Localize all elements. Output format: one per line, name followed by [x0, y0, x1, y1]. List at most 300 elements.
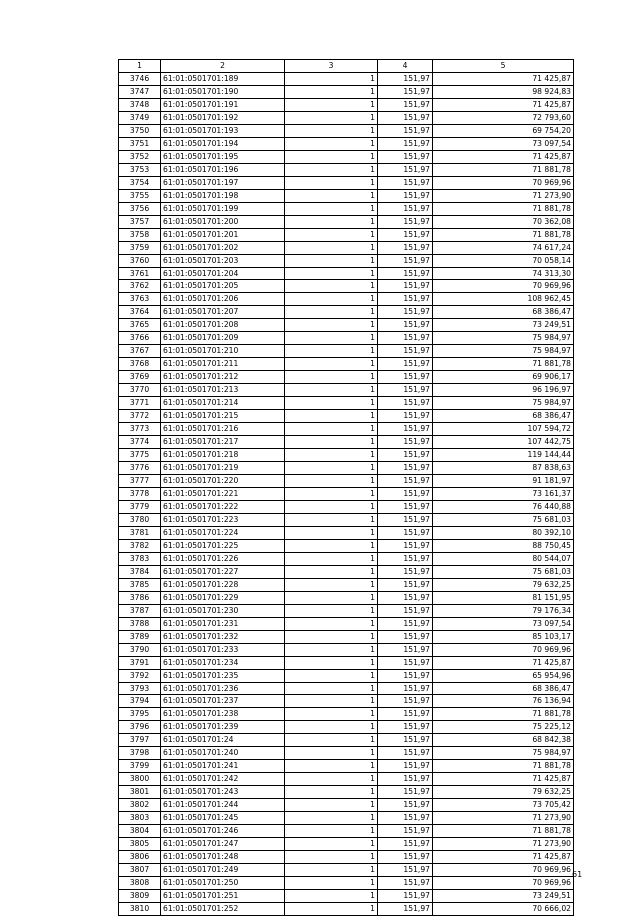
- table-cell-col2: 61:01:0501701:218: [161, 449, 285, 462]
- table-cell-col5: 71 881,78: [433, 825, 574, 838]
- table-cell-col3: 1: [285, 864, 378, 877]
- table-cell-col2: 61:01:0501701:211: [161, 358, 285, 371]
- table-cell-col2: 61:01:0501701:207: [161, 306, 285, 319]
- table-row: [119, 695, 574, 708]
- table-cell-col3: 1: [285, 85, 378, 98]
- table-cell-col4: 151,97: [378, 176, 433, 189]
- table-cell-col4: 151,97: [378, 500, 433, 513]
- table-cell-col2: 61:01:0501701:219: [161, 462, 285, 475]
- table-cell-col5: 76 440,88: [433, 500, 574, 513]
- table-row: [119, 500, 574, 513]
- table-cell-col2: 61:01:0501701:195: [161, 150, 285, 163]
- table-cell-col4: 151,97: [378, 397, 433, 410]
- table-cell-col2: 61:01:0501701:229: [161, 591, 285, 604]
- table-cell-col2: 61:01:0501701:193: [161, 124, 285, 137]
- table-cell-col5: 88 750,45: [433, 539, 574, 552]
- table-cell-col1: 3769: [119, 371, 161, 384]
- table-cell-col2: 61:01:0501701:238: [161, 708, 285, 721]
- table-cell-col4: 151,97: [378, 539, 433, 552]
- table-cell-col2: 61:01:0501701:220: [161, 475, 285, 488]
- table-cell-col4: 151,97: [378, 150, 433, 163]
- table-cell-col1: 3808: [119, 877, 161, 890]
- table-cell-col5: 71 273,90: [433, 189, 574, 202]
- table-cell-col1: 3771: [119, 397, 161, 410]
- table-cell-col2: 61:01:0501701:251: [161, 890, 285, 903]
- table-cell-col1: 3765: [119, 319, 161, 332]
- table-cell-col4: 151,97: [378, 604, 433, 617]
- table-cell-col2: 61:01:0501701:206: [161, 293, 285, 306]
- table-row: [119, 98, 574, 111]
- table-cell-col4: 151,97: [378, 319, 433, 332]
- table-row: [119, 189, 574, 202]
- table-cell-col3: 1: [285, 708, 378, 721]
- table-cell-col1: 3774: [119, 436, 161, 449]
- table-cell-col2: 61:01:0501701:250: [161, 877, 285, 890]
- table-cell-col4: 151,97: [378, 630, 433, 643]
- table-cell-col4: 151,97: [378, 864, 433, 877]
- table-cell-col3: 1: [285, 682, 378, 695]
- table-cell-col4: 151,97: [378, 228, 433, 241]
- table-cell-col2: 61:01:0501701:197: [161, 176, 285, 189]
- table-cell-col1: 3761: [119, 267, 161, 280]
- table-cell-col1: 3773: [119, 423, 161, 436]
- table-cell-col3: 1: [285, 643, 378, 656]
- table-cell-col2: 61:01:0501701:245: [161, 812, 285, 825]
- table-cell-col5: 68 386,47: [433, 306, 574, 319]
- table-cell-col1: 3800: [119, 773, 161, 786]
- table-cell-col4: 151,97: [378, 267, 433, 280]
- table-cell-col1: 3793: [119, 682, 161, 695]
- table-cell-col1: 3759: [119, 241, 161, 254]
- table-cell-col3: 1: [285, 902, 378, 915]
- table-cell-col2: 61:01:0501701:202: [161, 241, 285, 254]
- table-row: [119, 163, 574, 176]
- table-row: [119, 721, 574, 734]
- table-cell-col5: 81 151,95: [433, 591, 574, 604]
- table-cell-col3: 1: [285, 838, 378, 851]
- table-cell-col4: 151,97: [378, 773, 433, 786]
- table-cell-col1: 3775: [119, 449, 161, 462]
- table-cell-col4: 151,97: [378, 293, 433, 306]
- table-cell-col4: 151,97: [378, 851, 433, 864]
- table-cell-col1: 3770: [119, 384, 161, 397]
- table-row: [119, 890, 574, 903]
- table-row: [119, 332, 574, 345]
- table-cell-col3: 1: [285, 319, 378, 332]
- table-row: [119, 734, 574, 747]
- table-row: [119, 708, 574, 721]
- table-cell-col3: 1: [285, 384, 378, 397]
- table-cell-col4: 151,97: [378, 371, 433, 384]
- table-cell-col5: 98 924,83: [433, 85, 574, 98]
- table-cell-col1: 3810: [119, 902, 161, 915]
- table-cell-col5: 87 838,63: [433, 462, 574, 475]
- table-cell-col3: 1: [285, 617, 378, 630]
- table-cell-col3: 1: [285, 449, 378, 462]
- table-cell-col3: 1: [285, 202, 378, 215]
- column-header-3: 3: [285, 60, 378, 73]
- table-cell-col3: 1: [285, 176, 378, 189]
- table-cell-col4: 151,97: [378, 812, 433, 825]
- table-cell-col5: 74 313,30: [433, 267, 574, 280]
- table-cell-col2: 61:01:0501701:224: [161, 526, 285, 539]
- table-row: [119, 877, 574, 890]
- table-cell-col4: 151,97: [378, 462, 433, 475]
- table-cell-col3: 1: [285, 150, 378, 163]
- table-cell-col3: 1: [285, 189, 378, 202]
- table-cell-col3: 1: [285, 695, 378, 708]
- table-cell-col2: 61:01:0501701:216: [161, 423, 285, 436]
- table-cell-col2: 61:01:0501701:222: [161, 500, 285, 513]
- table-row: [119, 760, 574, 773]
- table-cell-col2: 61:01:0501701:232: [161, 630, 285, 643]
- table-row: [119, 280, 574, 293]
- table-cell-col3: 1: [285, 500, 378, 513]
- table-cell-col2: 61:01:0501701:203: [161, 254, 285, 267]
- table-cell-col3: 1: [285, 371, 378, 384]
- table-cell-col4: 151,97: [378, 358, 433, 371]
- table-cell-col4: 151,97: [378, 98, 433, 111]
- table-cell-col2: 61:01:0501701:200: [161, 215, 285, 228]
- table-cell-col1: 3748: [119, 98, 161, 111]
- table-cell-col2: 61:01:0501701:227: [161, 565, 285, 578]
- table-cell-col5: 65 954,96: [433, 669, 574, 682]
- table-cell-col4: 151,97: [378, 254, 433, 267]
- table-cell-col1: 3750: [119, 124, 161, 137]
- table-cell-col1: 3783: [119, 552, 161, 565]
- table-cell-col3: 1: [285, 526, 378, 539]
- table-cell-col1: 3803: [119, 812, 161, 825]
- table-cell-col4: 151,97: [378, 682, 433, 695]
- data-table: [118, 59, 574, 916]
- table-cell-col4: 151,97: [378, 747, 433, 760]
- table-cell-col1: 3795: [119, 708, 161, 721]
- table-cell-col1: 3781: [119, 526, 161, 539]
- table-cell-col3: 1: [285, 669, 378, 682]
- table-cell-col4: 151,97: [378, 877, 433, 890]
- table-cell-col1: 3798: [119, 747, 161, 760]
- table-cell-col5: 75 984,97: [433, 332, 574, 345]
- column-header-4: 4: [378, 60, 433, 73]
- table-cell-col5: 75 681,03: [433, 565, 574, 578]
- table-cell-col3: 1: [285, 552, 378, 565]
- table-row: [119, 552, 574, 565]
- table-cell-col4: 151,97: [378, 721, 433, 734]
- table-cell-col3: 1: [285, 98, 378, 111]
- table-cell-col5: 75 984,97: [433, 345, 574, 358]
- table-cell-col5: 71 881,78: [433, 228, 574, 241]
- table-cell-col5: 73 249,51: [433, 319, 574, 332]
- table-row: [119, 124, 574, 137]
- table-row: [119, 786, 574, 799]
- table-cell-col4: 151,97: [378, 202, 433, 215]
- column-header-5: 5: [433, 60, 574, 73]
- table-cell-col4: 151,97: [378, 838, 433, 851]
- table-cell-col5: 108 962,45: [433, 293, 574, 306]
- table-cell-col5: 71 425,87: [433, 150, 574, 163]
- table-row: [119, 449, 574, 462]
- table-row: [119, 215, 574, 228]
- table-cell-col1: 3778: [119, 487, 161, 500]
- table-cell-col3: 1: [285, 734, 378, 747]
- table-cell-col4: 151,97: [378, 85, 433, 98]
- table-cell-col2: 61:01:0501701:201: [161, 228, 285, 241]
- table-cell-col3: 1: [285, 630, 378, 643]
- table-cell-col2: 61:01:0501701:242: [161, 773, 285, 786]
- table-cell-col4: 151,97: [378, 734, 433, 747]
- table-cell-col2: 61:01:0501701:237: [161, 695, 285, 708]
- table-cell-col1: 3760: [119, 254, 161, 267]
- table-cell-col5: 75 984,97: [433, 397, 574, 410]
- table-cell-col4: 151,97: [378, 72, 433, 85]
- table-cell-col4: 151,97: [378, 760, 433, 773]
- table-row: [119, 682, 574, 695]
- table-cell-col3: 1: [285, 436, 378, 449]
- table-cell-col3: 1: [285, 786, 378, 799]
- table-cell-col3: 1: [285, 306, 378, 319]
- table-cell-col2: 61:01:0501701:214: [161, 397, 285, 410]
- table-cell-col1: 3802: [119, 799, 161, 812]
- table-cell-col1: 3792: [119, 669, 161, 682]
- table-cell-col2: 61:01:0501701:252: [161, 902, 285, 915]
- table-cell-col3: 1: [285, 656, 378, 669]
- table-cell-col3: 1: [285, 410, 378, 423]
- table-cell-col4: 151,97: [378, 526, 433, 539]
- table-cell-col3: 1: [285, 890, 378, 903]
- table-row: [119, 643, 574, 656]
- table-row: [119, 799, 574, 812]
- table-row: [119, 902, 574, 915]
- table-cell-col5: 71 881,78: [433, 202, 574, 215]
- table-cell-col1: 3784: [119, 565, 161, 578]
- table-row: [119, 838, 574, 851]
- table-row: [119, 72, 574, 85]
- table-cell-col5: 76 136,94: [433, 695, 574, 708]
- table-body: [119, 72, 574, 915]
- table-row: [119, 228, 574, 241]
- table-row: [119, 630, 574, 643]
- table-row: [119, 306, 574, 319]
- table-row: [119, 410, 574, 423]
- table-cell-col5: 71 425,87: [433, 98, 574, 111]
- table-cell-col3: 1: [285, 825, 378, 838]
- table-row: [119, 825, 574, 838]
- table-row: [119, 345, 574, 358]
- table-cell-col1: 3796: [119, 721, 161, 734]
- table-cell-col5: 73 097,54: [433, 617, 574, 630]
- table-cell-col4: 151,97: [378, 436, 433, 449]
- table-cell-col3: 1: [285, 163, 378, 176]
- table-cell-col1: 3799: [119, 760, 161, 773]
- table-row: [119, 526, 574, 539]
- table-cell-col3: 1: [285, 877, 378, 890]
- table-row: [119, 812, 574, 825]
- table-cell-col2: 61:01:0501701:240: [161, 747, 285, 760]
- table-cell-col2: 61:01:0501701:241: [161, 760, 285, 773]
- table-cell-col2: 61:01:0501701:234: [161, 656, 285, 669]
- table-cell-col3: 1: [285, 254, 378, 267]
- table-cell-col2: 61:01:0501701:196: [161, 163, 285, 176]
- table-cell-col4: 151,97: [378, 163, 433, 176]
- table-cell-col4: 151,97: [378, 137, 433, 150]
- table-cell-col4: 151,97: [378, 708, 433, 721]
- table-row: [119, 254, 574, 267]
- table-cell-col5: 75 984,97: [433, 747, 574, 760]
- table-cell-col1: 3755: [119, 189, 161, 202]
- table-cell-col4: 151,97: [378, 656, 433, 669]
- table-cell-col3: 1: [285, 851, 378, 864]
- table-cell-col3: 1: [285, 111, 378, 124]
- table-cell-col3: 1: [285, 513, 378, 526]
- table-cell-col2: 61:01:0501701:221: [161, 487, 285, 500]
- table-cell-col5: 71 425,87: [433, 773, 574, 786]
- table-row: [119, 539, 574, 552]
- table-row: [119, 85, 574, 98]
- table-cell-col5: 71 881,78: [433, 708, 574, 721]
- table-cell-col5: 71 425,87: [433, 72, 574, 85]
- table-cell-col1: 3790: [119, 643, 161, 656]
- column-header-2: 2: [161, 60, 285, 73]
- table-cell-col4: 151,97: [378, 786, 433, 799]
- table-cell-col1: 3746: [119, 72, 161, 85]
- table-row: [119, 462, 574, 475]
- table-cell-col5: 68 842,38: [433, 734, 574, 747]
- table-cell-col5: 70 969,96: [433, 176, 574, 189]
- page-number: 61: [572, 870, 583, 879]
- table-cell-col4: 151,97: [378, 332, 433, 345]
- table-cell-col1: 3763: [119, 293, 161, 306]
- table-cell-col4: 151,97: [378, 902, 433, 915]
- table-cell-col2: 61:01:0501701:235: [161, 669, 285, 682]
- table-cell-col4: 151,97: [378, 215, 433, 228]
- table-row: [119, 747, 574, 760]
- table-cell-col3: 1: [285, 760, 378, 773]
- table-cell-col3: 1: [285, 578, 378, 591]
- table-cell-col5: 75 225,12: [433, 721, 574, 734]
- table-cell-col2: 61:01:0501701:226: [161, 552, 285, 565]
- table-row: [119, 150, 574, 163]
- table-cell-col4: 151,97: [378, 617, 433, 630]
- table-cell-col3: 1: [285, 591, 378, 604]
- table-cell-col1: 3767: [119, 345, 161, 358]
- table-cell-col4: 151,97: [378, 449, 433, 462]
- table-cell-col4: 151,97: [378, 825, 433, 838]
- table-row: [119, 617, 574, 630]
- table-cell-col1: 3777: [119, 475, 161, 488]
- table-cell-col1: 3776: [119, 462, 161, 475]
- table-cell-col1: 3753: [119, 163, 161, 176]
- table-cell-col5: 71 273,90: [433, 838, 574, 851]
- table-row: [119, 773, 574, 786]
- table-cell-col4: 151,97: [378, 241, 433, 254]
- table-cell-col2: 61:01:0501701:249: [161, 864, 285, 877]
- table-cell-col5: 79 176,34: [433, 604, 574, 617]
- table-cell-col1: 3751: [119, 137, 161, 150]
- table-row: [119, 591, 574, 604]
- table-cell-col5: 70 666,02: [433, 902, 574, 915]
- table-cell-col3: 1: [285, 721, 378, 734]
- table-cell-col4: 151,97: [378, 111, 433, 124]
- table-cell-col5: 119 144,44: [433, 449, 574, 462]
- table-cell-col2: 61:01:0501701:247: [161, 838, 285, 851]
- column-header-1: 1: [119, 60, 161, 73]
- table-cell-col5: 71 425,87: [433, 656, 574, 669]
- table-cell-col2: 61:01:0501701:223: [161, 513, 285, 526]
- table-cell-col4: 151,97: [378, 475, 433, 488]
- table-cell-col2: 61:01:0501701:236: [161, 682, 285, 695]
- table-cell-col4: 151,97: [378, 799, 433, 812]
- table-cell-col4: 151,97: [378, 513, 433, 526]
- table-row: [119, 397, 574, 410]
- table-cell-col4: 151,97: [378, 695, 433, 708]
- table-cell-col4: 151,97: [378, 124, 433, 137]
- table-cell-col1: 3788: [119, 617, 161, 630]
- table-cell-col1: 3804: [119, 825, 161, 838]
- table-cell-col5: 73 705,42: [433, 799, 574, 812]
- table-cell-col4: 151,97: [378, 423, 433, 436]
- table-cell-col4: 151,97: [378, 669, 433, 682]
- table-row: [119, 864, 574, 877]
- table-cell-col5: 75 681,03: [433, 513, 574, 526]
- table-cell-col2: 61:01:0501701:233: [161, 643, 285, 656]
- table-cell-col2: 61:01:0501701:213: [161, 384, 285, 397]
- table-cell-col5: 80 392,10: [433, 526, 574, 539]
- header-row: [119, 60, 574, 73]
- table-cell-col5: 107 442,75: [433, 436, 574, 449]
- table-cell-col3: 1: [285, 747, 378, 760]
- table-cell-col5: 69 754,20: [433, 124, 574, 137]
- table-row: [119, 604, 574, 617]
- table-cell-col1: 3789: [119, 630, 161, 643]
- table-cell-col2: 61:01:0501701:205: [161, 280, 285, 293]
- table-cell-col5: 71 273,90: [433, 812, 574, 825]
- table-cell-col4: 151,97: [378, 384, 433, 397]
- table-cell-col2: 61:01:0501701:199: [161, 202, 285, 215]
- table-cell-col1: 3797: [119, 734, 161, 747]
- table-row: [119, 267, 574, 280]
- table-cell-col3: 1: [285, 345, 378, 358]
- table-cell-col3: 1: [285, 137, 378, 150]
- table-cell-col1: 3757: [119, 215, 161, 228]
- table-row: [119, 371, 574, 384]
- table-row: [119, 436, 574, 449]
- table-cell-col2: 61:01:0501701:244: [161, 799, 285, 812]
- table-cell-col2: 61:01:0501701:217: [161, 436, 285, 449]
- table-row: [119, 669, 574, 682]
- table-cell-col3: 1: [285, 773, 378, 786]
- table-cell-col4: 151,97: [378, 189, 433, 202]
- table-cell-col5: 80 544,07: [433, 552, 574, 565]
- table-cell-col1: 3805: [119, 838, 161, 851]
- table-cell-col1: 3806: [119, 851, 161, 864]
- table-cell-col1: 3794: [119, 695, 161, 708]
- table-cell-col5: 79 632,25: [433, 578, 574, 591]
- table-cell-col3: 1: [285, 812, 378, 825]
- table-cell-col2: 61:01:0501701:209: [161, 332, 285, 345]
- table-cell-col5: 96 196,97: [433, 384, 574, 397]
- table-cell-col3: 1: [285, 462, 378, 475]
- table-cell-col1: 3764: [119, 306, 161, 319]
- table-row: [119, 202, 574, 215]
- table-cell-col3: 1: [285, 475, 378, 488]
- table-cell-col5: 70 058,14: [433, 254, 574, 267]
- table-cell-col5: 79 632,25: [433, 786, 574, 799]
- table-cell-col5: 91 181,97: [433, 475, 574, 488]
- table-cell-col2: 61:01:0501701:24: [161, 734, 285, 747]
- table-cell-col5: 70 969,96: [433, 643, 574, 656]
- table-cell-col2: 61:01:0501701:192: [161, 111, 285, 124]
- table-cell-col1: 3785: [119, 578, 161, 591]
